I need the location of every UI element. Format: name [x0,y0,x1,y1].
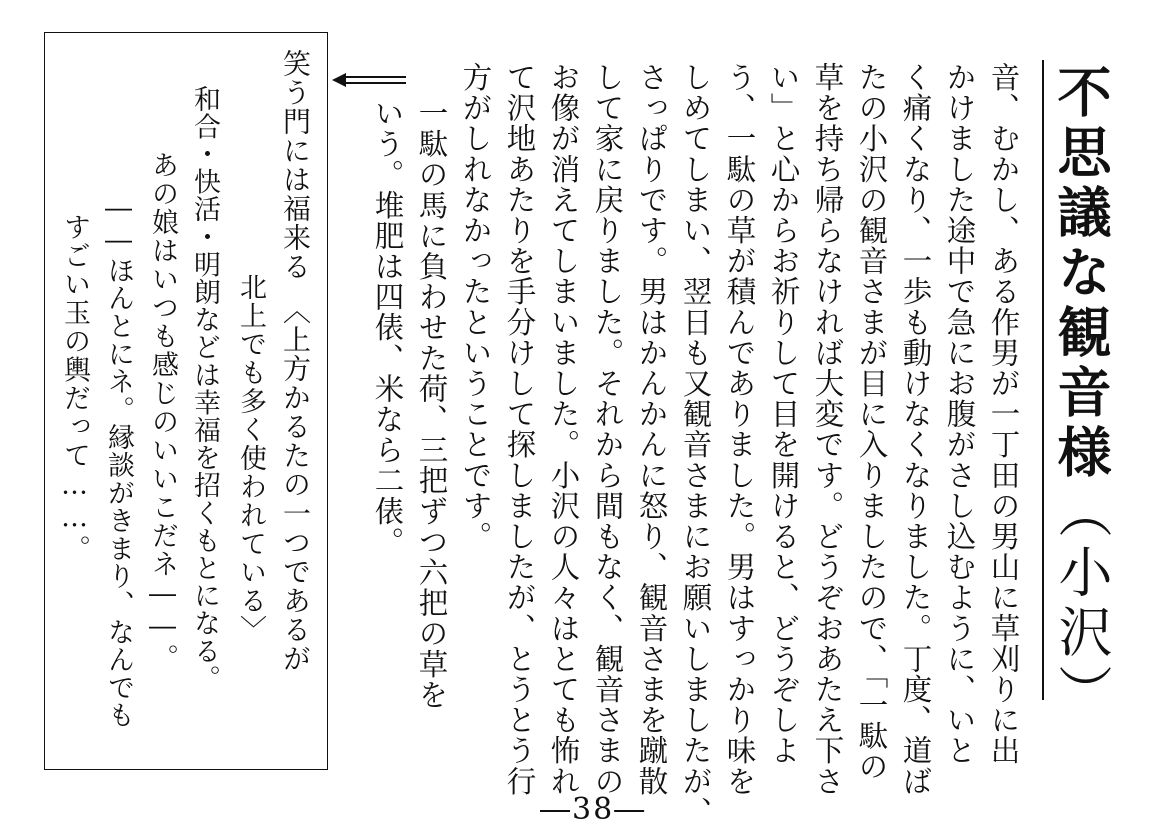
body-line-7: う、一駄の草が積んでありました。男はすっかり味を [722,62,757,797]
proverb-sidebar [44,32,328,770]
body-line-3: く痛くなり、一歩も動けなくなりました。丁度、道ば [898,62,933,797]
body-line-13: 方がしれなかったということです。 [458,62,493,552]
page-number: ―38― [540,792,647,827]
body-line-11: お像が消えてしまいました。小沢の人々はとても怖れ [546,62,581,797]
sidebar-line-2: 北上でも多く使われている〉 [235,273,266,644]
note-line-2: いう。堆肥は四俵、米なら二俵。 [370,98,405,557]
body-line-1: 音、むかし、ある作男が一丁田の男山に草刈りに出 [986,62,1021,766]
body-line-8: しめてしまい、翌日も又観音さまにお願いしましたが、 [678,62,713,827]
body-line-6: い」と心からお祈りして目を開けると、どうぞしよ [766,62,801,766]
body-line-2: かけました途中で急にお腹がさし込むように、いと [942,62,977,766]
sidebar-line-6: すごい玉の輿だって……。 [59,213,90,563]
body-line-10: して家に戻りました。それから間もなく、観音さまの [590,62,625,797]
story-title [1049,64,1113,724]
story-title-text: 不思議な観音様 [1049,64,1113,484]
sidebar-line-5: ――ほんとにネ。縁談がきまり、なんでも [103,193,134,730]
arrow-left-icon [332,72,406,88]
body-line-9: さっぱりです。男はかんかんに怒り、観音さまを蹴散 [634,62,669,797]
body-line-12: て沢地あたりを手分けして探しましたが、とうとう行 [502,62,537,797]
sidebar-line-1: 笑う門には福来る 〈上方かるたの一つであるが [279,49,312,673]
story-location: （小沢） [1050,484,1113,724]
title-rule [1042,60,1044,700]
body-line-4: たの小沢の観音さまが目に入りましたので、「一駄の [854,62,889,782]
sidebar-line-4: あの娘はいつも感じのいいこだネ――。 [147,151,178,672]
body-line-5: 草を持ち帰らなければ大変です。どうぞおあたえ下さ [810,62,845,797]
note-line-1: 一駄の馬に負わせた荷、三把ずつ六把の草を [414,98,449,710]
sidebar-line-3: 和合・快活・明朗などは幸福を招くもとになる。 [189,85,220,693]
